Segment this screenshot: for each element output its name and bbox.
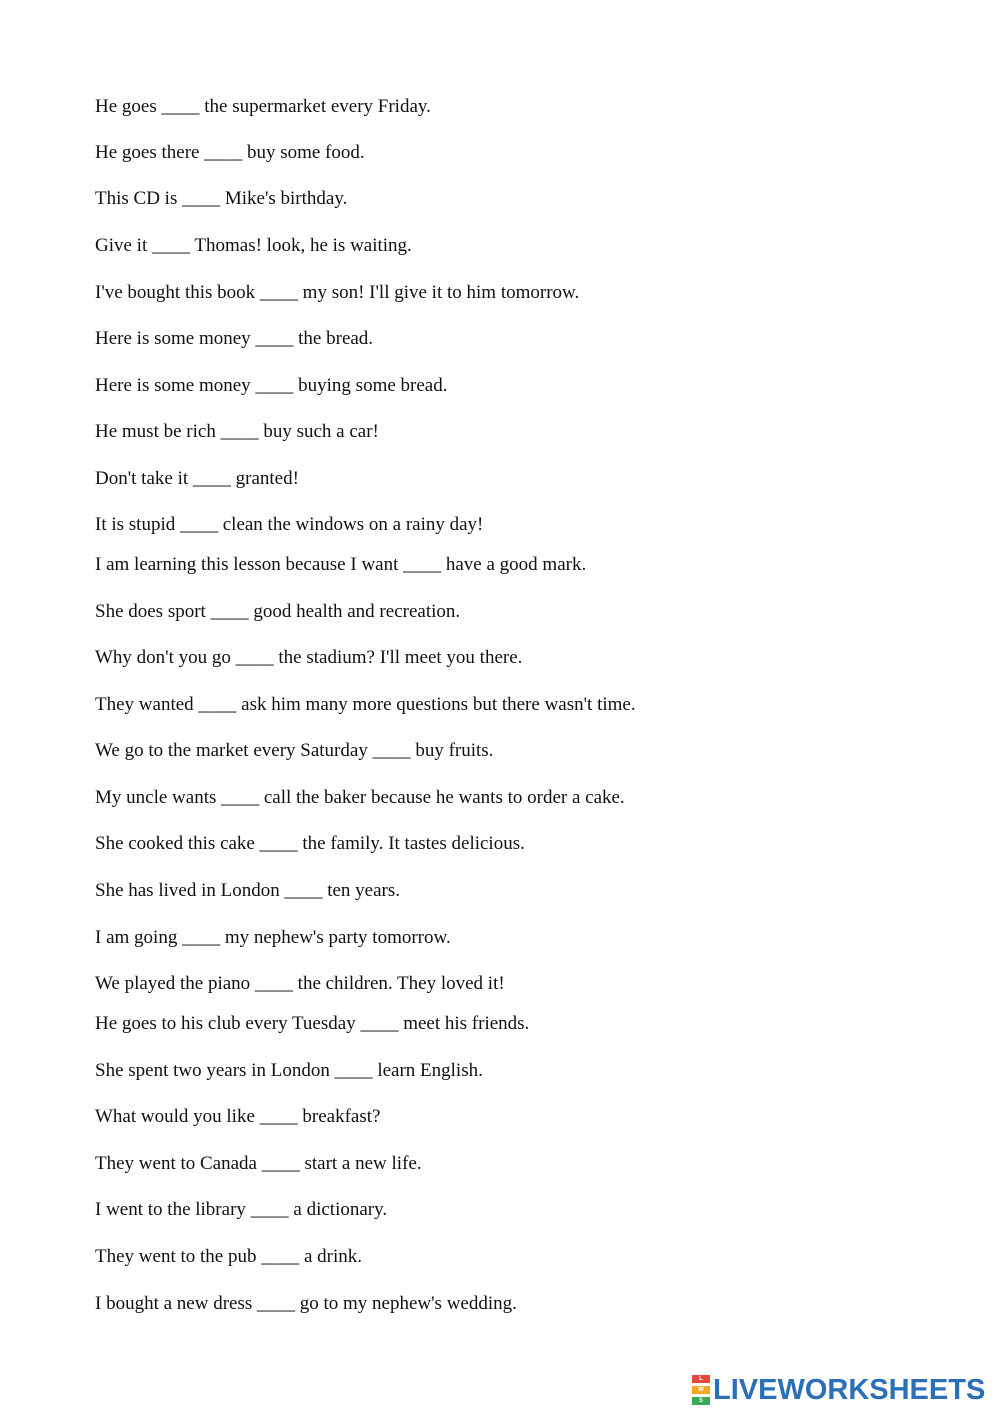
logo-block-s: S: [692, 1397, 710, 1405]
sentence-1: He goes ____ the supermarket every Friday.: [95, 96, 431, 117]
sentence-12: She does sport ____ good health and recreation.: [95, 601, 461, 622]
liveworksheets-logo-icon: [692, 1375, 710, 1405]
sentence-17: She cooked this cake ____ the family. It tastes delicious.: [95, 833, 525, 854]
sentence-19: I am going ____ my nephew's party tomorrow.: [95, 927, 451, 948]
sentence-11: I am learning this lesson because I want ____ have a good mark.: [95, 554, 587, 575]
sentence-5: I've bought this book ____ my son! I'll give it to him tomorrow.: [95, 282, 580, 303]
sentence-14: They wanted ____ ask him many more questions but there wasn't time.: [95, 694, 636, 715]
logo-block-w: W: [692, 1386, 710, 1394]
sentence-24: They went to Canada ____ start a new life.: [95, 1153, 422, 1174]
sentence-3: This CD is ____ Mike's birthday.: [95, 188, 348, 209]
sentence-2: He goes there ____ buy some food.: [95, 142, 365, 163]
sentence-18: She has lived in London ____ ten years.: [95, 880, 401, 901]
sentence-15: We go to the market every Saturday ____ buy fruits.: [95, 740, 494, 761]
sentence-26: They went to the pub ____ a drink.: [95, 1246, 363, 1267]
liveworksheets-logo: [692, 1373, 985, 1407]
sentence-21: He goes to his club every Tuesday ____ meet his friends.: [95, 1013, 530, 1034]
sentence-4: Give it ____ Thomas! look, he is waiting.: [95, 235, 412, 256]
sentence-7: Here is some money ____ buying some bread.: [95, 375, 448, 396]
sentence-20: We played the piano ____ the children. They loved it!: [95, 973, 505, 994]
sentence-16: My uncle wants ____ call the baker because he wants to order a cake.: [95, 787, 625, 808]
sentence-10: It is stupid ____ clean the windows on a rainy day!: [95, 514, 484, 535]
sentence-25: I went to the library ____ a dictionary.: [95, 1199, 388, 1220]
sentence-8: He must be rich ____ buy such a car!: [95, 421, 379, 442]
sentence-23: What would you like ____ breakfast?: [95, 1106, 381, 1127]
sentence-9: Don't take it ____ granted!: [95, 468, 299, 489]
sentence-13: Why don't you go ____ the stadium? I'll meet you there.: [95, 647, 523, 668]
logo-block-l: L: [692, 1375, 710, 1383]
brand-name: LIVEWORKSHEETS: [713, 1373, 986, 1406]
sentence-22: She spent two years in London ____ learn English.: [95, 1060, 483, 1081]
sentence-27: I bought a new dress ____ go to my nephew's wedding.: [95, 1293, 517, 1314]
sentence-6: Here is some money ____ the bread.: [95, 328, 374, 349]
